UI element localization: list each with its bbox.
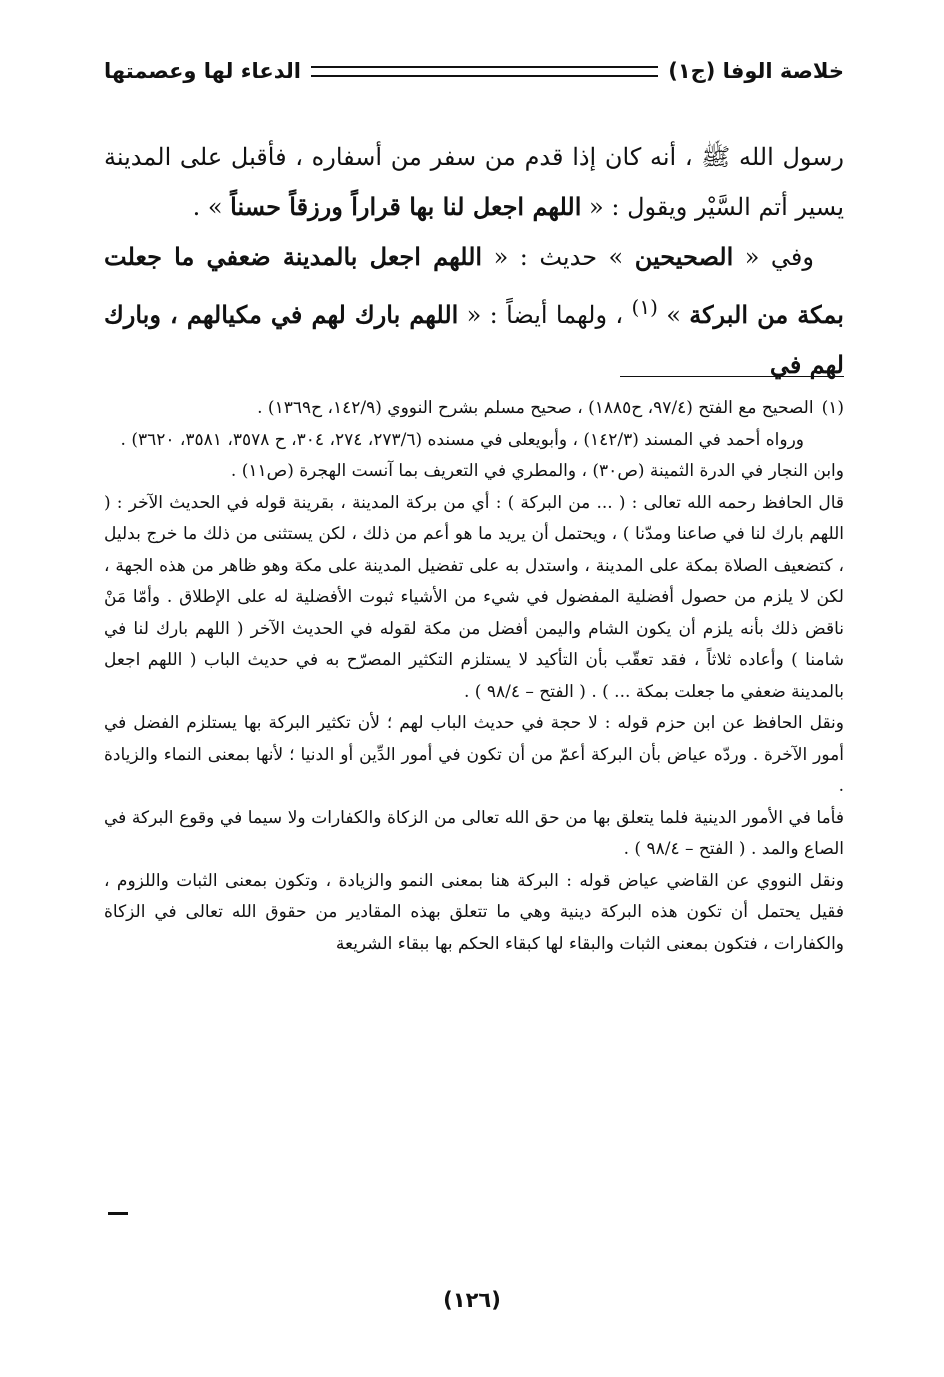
footnote-1-line1: الصحيح مع الفتح (٩٧/٤، ح١٨٨٥) ، صحيح مسلم بشرح النووي (١٤٢/٩، ح١٣٦٩) .: [257, 398, 814, 418]
p2-text-f: ، ولهما أيضاً : «: [458, 301, 632, 329]
footnote-paragraph-1: وابن النجار في الدرة الثمينة (ص٣٠) ، والمطري في التعريف بما آنست الهجرة (ص١١) .: [230, 461, 844, 481]
p1-line2-plain: أتم السَّيْر ويقول : «: [581, 193, 788, 221]
main-text: [104, 132, 844, 390]
main-paragraph-2: [104, 232, 844, 390]
running-header: [104, 54, 844, 88]
p2-hadith-quote: اللهم اجعل بالمدينة ضعفي ما جعلت بمكة من البركة: [104, 242, 844, 329]
p2-text-e: »: [657, 301, 690, 329]
footnote-paragraph-2: قال الحافظ رحمه الله تعالى : ( ... من البركة ) : أي من بركة المدينة ، بقرينة قوله في الحديث الآخر : ( اللهم بارك لنا في صاعنا ومدّنا ) ، ويحتمل أن يريد ما هو أعم من ذلك ، لكن يستثنى من ذلك ما خرج بدليل ، كتضعيف الصلاة بمكة على المدينة ، واستدل به على تفضيل المدينة على مكة وهو ظاهر من هذه الجهة ، لكن لا يلزم من حصول أفضلية المفضول في شيء من الأشياء ثبوت الأفضلية له على الإطلاق . وأمّا مَنْ ناقض ذلك بأنه يلزم أن يكون الشام واليمن أفضل من مكة لقوله في الحديث الآخر ( اللهم بارك لنا في شامنا ) وأعاده ثلاثاً ، فقد تعقّب بأن التأكيد لا يستلزم التكثير المصرّح به في حديث الباب ( اللهم اجعل بالمدينة ضعفي ما جعلت بمكة ... ) . ( الفتح – ٩٨/٤ ) .: [104, 492, 844, 702]
p2-text-a: وفي «: [733, 243, 814, 271]
p2-dua-quote: اللهم بارك لهم في مكيالهم ، وبارك لهم في: [104, 300, 844, 379]
footnotes: [104, 393, 844, 960]
book-title: خلاصة الوفا (ج١): [668, 59, 844, 83]
footnote-1-continued: ورواه أحمد في المسند (١٤٢/٣) ، وأبويعلى في مسنده (٢٧٣/٦، ٢٧٤، ٣٠٤، ح ٣٥٧٨، ٣٥٨١، ٣٦٢٠) .: [120, 429, 804, 450]
p1-dua-quote: اللهم اجعل لنا بها قراراً ورزقاً حسناً: [230, 192, 582, 221]
main-paragraph-1: [104, 132, 844, 232]
footnote-reference[interactable]: (١): [631, 295, 658, 319]
footnote-paragraph-3: ونقل الحافظ عن ابن حزم قوله : لا حجة في حديث الباب لهم ؛ لأن تكثير البركة بها يستلزم الفضل في أمور الآخرة . وردّه عياض بأن البركة أعمّ من أن تكون في أمور الدِّين أو الدنيا ؛ لأنها بمعنى النماء والزيادة .: [104, 713, 844, 796]
header-double-rule: [311, 66, 658, 77]
footnote-paragraph-5: ونقل النووي عن القاضي عياض قوله : البركة هنا بمعنى النمو والزيادة ، وتكون بمعنى الثبات واللزوم ، فقيل يحتمل أن تكون هذه البركة دينية وهي ما تتعلق بهذه المقادير من حقوق الله تعالى في الزكاة والكفارات ، فتكون بمعنى الثبات والبقاء لها كبقاء الحكم بها ببقاء الشريعة: [104, 870, 844, 954]
footnote-paragraph-4: فأما في الأمور الدينية فلما يتعلق بها من حق الله تعالى من الزكاة والكفارات ولا سيما في وقوع البركة في الصاع والمد . ( الفتح – ٩٨/٤ ) .: [104, 807, 844, 859]
p2-text-c: » حديث : «: [482, 243, 635, 271]
chapter-title: الدعاء لها وعصمتها: [104, 59, 301, 83]
footnote-marker: (١): [821, 398, 844, 418]
page-number: (١٢٦): [443, 1288, 501, 1312]
continuation-dash: [108, 1212, 128, 1215]
footnote-1: [104, 393, 844, 425]
sahihayn-term: الصحيحين: [634, 242, 734, 271]
footnote-separator: [620, 376, 844, 377]
p1-line1: رسول الله ﷺ ، أنه كان إذا قدم من سفر من أسفاره ، فأقبل على المدينة يسير: [104, 143, 844, 221]
p1-line2-end: » .: [192, 193, 231, 221]
